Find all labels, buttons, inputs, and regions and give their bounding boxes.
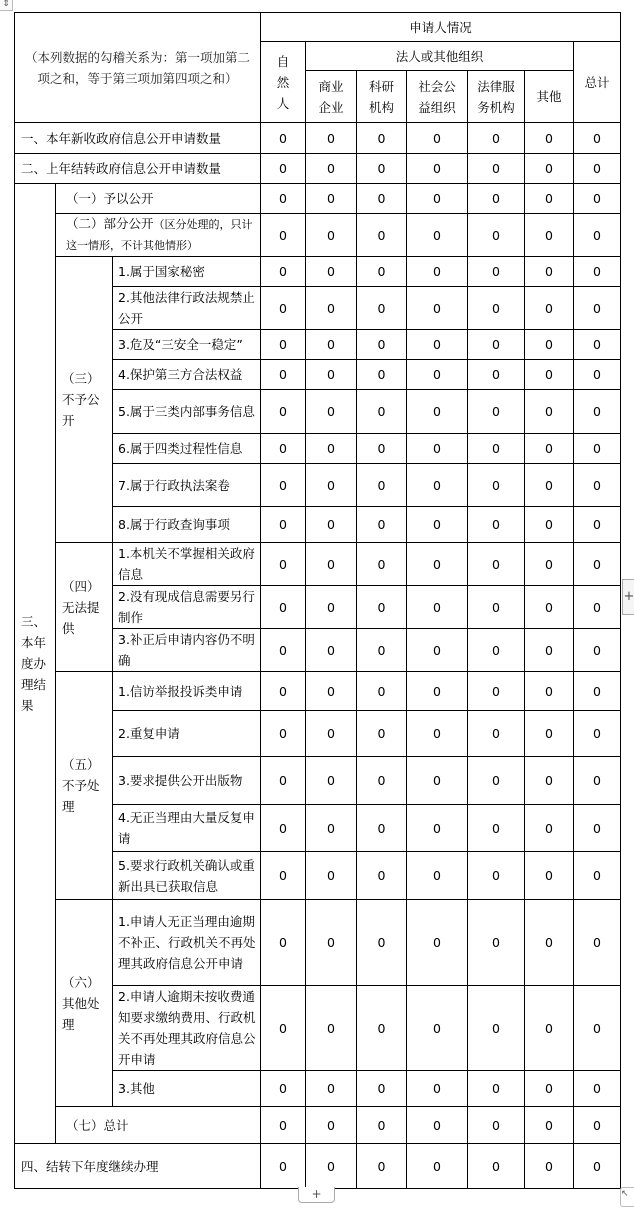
value-natural-person: 0 — [261, 123, 306, 154]
value-commercial: 0 — [306, 711, 357, 757]
item-label: 5.属于三类内部事务信息 — [113, 390, 261, 434]
value-public-welfare: 0 — [407, 507, 468, 543]
partial-open-label: （二）部分公开 — [66, 216, 154, 231]
value-legal-service: 0 — [468, 672, 525, 711]
value-commercial: 0 — [306, 360, 357, 390]
value-total: 0 — [574, 184, 621, 214]
value-other: 0 — [525, 390, 574, 434]
value-public-welfare: 0 — [407, 330, 468, 360]
value-total: 0 — [574, 214, 621, 257]
value-commercial: 0 — [306, 507, 357, 543]
value-public-welfare: 0 — [407, 805, 468, 852]
value-natural-person: 0 — [261, 900, 306, 986]
table-row — [15, 1107, 621, 1144]
value-legal-service: 0 — [468, 1107, 525, 1144]
value-research: 0 — [357, 1144, 407, 1189]
value-natural-person: 0 — [261, 852, 306, 900]
value-commercial: 0 — [306, 123, 357, 154]
value-natural-person: 0 — [261, 1144, 306, 1189]
value-commercial: 0 — [306, 214, 357, 257]
value-legal-service: 0 — [468, 1144, 525, 1189]
value-research: 0 — [357, 852, 407, 900]
value-legal-service: 0 — [468, 900, 525, 986]
value-public-welfare: 0 — [407, 543, 468, 586]
value-research: 0 — [357, 154, 407, 184]
value-total: 0 — [574, 986, 621, 1071]
value-total: 0 — [574, 257, 621, 287]
group-label-g4: （四）无法提供 — [56, 543, 113, 672]
value-total: 0 — [574, 711, 621, 757]
value-natural-person: 0 — [261, 805, 306, 852]
group-label-g6: （六）其他处理 — [56, 900, 113, 1107]
header-commercial: 商业企业 — [306, 71, 357, 123]
value-legal-service: 0 — [468, 586, 525, 629]
header-other: 其他 — [525, 71, 574, 123]
table-row — [15, 672, 621, 711]
value-total: 0 — [574, 757, 621, 805]
value-commercial: 0 — [306, 852, 357, 900]
value-natural-person: 0 — [261, 543, 306, 586]
item-label: 6.属于四类过程性信息 — [113, 434, 261, 464]
item-label: 2.没有现成信息需要另行制作 — [113, 586, 261, 629]
value-other: 0 — [525, 154, 574, 184]
value-total: 0 — [574, 464, 621, 507]
value-natural-person: 0 — [261, 330, 306, 360]
value-other: 0 — [525, 214, 574, 257]
item-label: 3.危及“三安全一稳定” — [113, 330, 261, 360]
value-other: 0 — [525, 543, 574, 586]
value-natural-person: 0 — [261, 986, 306, 1071]
value-commercial: 0 — [306, 586, 357, 629]
group-label-g3: （三）不予公开 — [56, 257, 113, 543]
value-research: 0 — [357, 507, 407, 543]
section3-label: 三、本年度办理结果 — [15, 184, 56, 1144]
value-natural-person: 0 — [261, 154, 306, 184]
value-other: 0 — [525, 711, 574, 757]
value-research: 0 — [357, 757, 407, 805]
table-row — [15, 214, 621, 257]
value-public-welfare: 0 — [407, 390, 468, 434]
group-label-g5: （五）不予处理 — [56, 672, 113, 900]
value-commercial: 0 — [306, 434, 357, 464]
item-label: 1.信访举报投诉类申请 — [113, 672, 261, 711]
item-label: 4.保护第三方合法权益 — [113, 360, 261, 390]
value-total: 0 — [574, 852, 621, 900]
value-total: 0 — [574, 586, 621, 629]
value-legal-service: 0 — [468, 711, 525, 757]
value-commercial: 0 — [306, 184, 357, 214]
item-label: 2.申请人逾期未按收费通知要求缴纳费用、行政机关不再处理其政府信息公开申请 — [113, 986, 261, 1071]
partial-open-note: （区分处理的，只计这一情形，不计其他情形） — [66, 218, 253, 252]
value-public-welfare: 0 — [407, 360, 468, 390]
value-legal-service: 0 — [468, 330, 525, 360]
value-commercial: 0 — [306, 629, 357, 672]
value-legal-service: 0 — [468, 1071, 525, 1107]
value-legal-service: 0 — [468, 287, 525, 330]
value-public-welfare: 0 — [407, 629, 468, 672]
value-natural-person: 0 — [261, 507, 306, 543]
value-commercial: 0 — [306, 464, 357, 507]
value-public-welfare: 0 — [407, 123, 468, 154]
table-row — [15, 184, 621, 214]
value-natural-person: 0 — [261, 214, 306, 257]
value-research: 0 — [357, 360, 407, 390]
header-applicant: 申请人情况 — [261, 13, 621, 42]
value-total: 0 — [574, 287, 621, 330]
item-label: 3.其他 — [113, 1071, 261, 1107]
value-research: 0 — [357, 805, 407, 852]
value-research: 0 — [357, 629, 407, 672]
value-public-welfare: 0 — [407, 986, 468, 1071]
resize-icon: ↖ — [621, 1189, 629, 1199]
value-other: 0 — [525, 757, 574, 805]
value-other: 0 — [525, 629, 574, 672]
item-label: 3.补正后申请内容仍不明确 — [113, 629, 261, 672]
value-public-welfare: 0 — [407, 586, 468, 629]
value-public-welfare: 0 — [407, 900, 468, 986]
value-legal-service: 0 — [468, 214, 525, 257]
value-total: 0 — [574, 390, 621, 434]
header-public-welfare: 社会公益组织 — [407, 71, 468, 123]
value-total: 0 — [574, 434, 621, 464]
row-label: 四、结转下年度继续办理 — [15, 1144, 261, 1189]
row-label: （七）总计 — [56, 1107, 261, 1144]
item-label: 5.要求行政机关确认或重新出具已获取信息 — [113, 852, 261, 900]
row-label: 二、上年结转政府信息公开申请数量 — [15, 154, 261, 184]
value-legal-service: 0 — [468, 360, 525, 390]
item-label: 4.无正当理由大量反复申请 — [113, 805, 261, 852]
item-label: 2.重复申请 — [113, 711, 261, 757]
value-other: 0 — [525, 360, 574, 390]
header-legal-org: 法人或其他组织 — [306, 42, 574, 71]
item-label: 1.属于国家秘密 — [113, 257, 261, 287]
value-public-welfare: 0 — [407, 287, 468, 330]
value-natural-person: 0 — [261, 1107, 306, 1144]
value-legal-service: 0 — [468, 805, 525, 852]
item-label: 8.属于行政查询事项 — [113, 507, 261, 543]
value-total: 0 — [574, 330, 621, 360]
value-legal-service: 0 — [468, 257, 525, 287]
value-total: 0 — [574, 154, 621, 184]
value-research: 0 — [357, 586, 407, 629]
value-commercial: 0 — [306, 986, 357, 1071]
row-label: （一）予以公开 — [56, 184, 261, 214]
value-other: 0 — [525, 986, 574, 1071]
value-natural-person: 0 — [261, 1071, 306, 1107]
value-research: 0 — [357, 900, 407, 986]
table-move-handle[interactable] — [0, 0, 13, 11]
value-natural-person: 0 — [261, 390, 306, 434]
value-natural-person: 0 — [261, 360, 306, 390]
value-legal-service: 0 — [468, 390, 525, 434]
value-natural-person: 0 — [261, 257, 306, 287]
value-other: 0 — [525, 805, 574, 852]
item-label: 1.本机关不掌握相关政府信息 — [113, 543, 261, 586]
header-natural-person: 自然人 — [261, 42, 306, 123]
value-natural-person: 0 — [261, 184, 306, 214]
table-resize-handle[interactable] — [620, 1187, 634, 1207]
item-label: 3.要求提供公开出版物 — [113, 757, 261, 805]
value-commercial: 0 — [306, 900, 357, 986]
value-research: 0 — [357, 330, 407, 360]
value-research: 0 — [357, 464, 407, 507]
table-row — [15, 257, 621, 287]
value-research: 0 — [357, 434, 407, 464]
value-commercial: 0 — [306, 1107, 357, 1144]
value-other: 0 — [525, 1071, 574, 1107]
value-research: 0 — [357, 214, 407, 257]
value-total: 0 — [574, 1071, 621, 1107]
table-row — [15, 123, 621, 154]
value-total: 0 — [574, 805, 621, 852]
value-public-welfare: 0 — [407, 1144, 468, 1189]
value-total: 0 — [574, 543, 621, 586]
value-commercial: 0 — [306, 330, 357, 360]
value-total: 0 — [574, 629, 621, 672]
value-commercial: 0 — [306, 543, 357, 586]
table-row — [15, 900, 621, 986]
value-commercial: 0 — [306, 287, 357, 330]
header-note-cell — [15, 13, 261, 123]
value-public-welfare: 0 — [407, 1071, 468, 1107]
value-other: 0 — [525, 434, 574, 464]
value-other: 0 — [525, 672, 574, 711]
value-public-welfare: 0 — [407, 711, 468, 757]
value-commercial: 0 — [306, 257, 357, 287]
value-other: 0 — [525, 464, 574, 507]
item-label: 2.其他法律行政法规禁止公开 — [113, 287, 261, 330]
value-research: 0 — [357, 672, 407, 711]
value-natural-person: 0 — [261, 464, 306, 507]
value-natural-person: 0 — [261, 672, 306, 711]
government-info-disclosure-table — [14, 12, 621, 1189]
value-commercial: 0 — [306, 390, 357, 434]
value-total: 0 — [574, 507, 621, 543]
value-total: 0 — [574, 1107, 621, 1144]
value-research: 0 — [357, 123, 407, 154]
value-natural-person: 0 — [261, 629, 306, 672]
value-other: 0 — [525, 287, 574, 330]
table-row — [15, 543, 621, 586]
value-legal-service: 0 — [468, 852, 525, 900]
value-legal-service: 0 — [468, 629, 525, 672]
header-total: 总计 — [574, 42, 621, 123]
value-natural-person: 0 — [261, 434, 306, 464]
value-natural-person: 0 — [261, 586, 306, 629]
value-public-welfare: 0 — [407, 257, 468, 287]
value-natural-person: 0 — [261, 287, 306, 330]
value-other: 0 — [525, 123, 574, 154]
table-row — [15, 1144, 621, 1189]
value-public-welfare: 0 — [407, 1107, 468, 1144]
value-research: 0 — [357, 184, 407, 214]
value-legal-service: 0 — [468, 434, 525, 464]
value-public-welfare: 0 — [407, 184, 468, 214]
value-research: 0 — [357, 543, 407, 586]
value-public-welfare: 0 — [407, 434, 468, 464]
table-row — [15, 154, 621, 184]
value-research: 0 — [357, 390, 407, 434]
value-other: 0 — [525, 507, 574, 543]
value-other: 0 — [525, 900, 574, 986]
value-total: 0 — [574, 900, 621, 986]
value-research: 0 — [357, 1107, 407, 1144]
value-commercial: 0 — [306, 805, 357, 852]
header-note: （本列数据的勾稽关系为：第一项加第二项之和，等于第三项加第四项之和） — [24, 49, 250, 86]
value-public-welfare: 0 — [407, 154, 468, 184]
value-commercial: 0 — [306, 1071, 357, 1107]
value-legal-service: 0 — [468, 123, 525, 154]
value-commercial: 0 — [306, 1144, 357, 1189]
value-legal-service: 0 — [468, 543, 525, 586]
value-other: 0 — [525, 852, 574, 900]
value-public-welfare: 0 — [407, 464, 468, 507]
value-commercial: 0 — [306, 672, 357, 711]
value-legal-service: 0 — [468, 464, 525, 507]
value-public-welfare: 0 — [407, 214, 468, 257]
value-other: 0 — [525, 257, 574, 287]
add-row-button[interactable]: + — [298, 1187, 335, 1203]
value-total: 0 — [574, 360, 621, 390]
value-public-welfare: 0 — [407, 757, 468, 805]
value-legal-service: 0 — [468, 986, 525, 1071]
value-natural-person: 0 — [261, 711, 306, 757]
item-label: 7.属于行政执法案卷 — [113, 464, 261, 507]
header-legal-service: 法律服务机构 — [468, 71, 525, 123]
value-public-welfare: 0 — [407, 852, 468, 900]
item-label: 1.申请人无正当理由逾期不补正、行政机关不再处理其政府信息公开申请 — [113, 900, 261, 986]
value-total: 0 — [574, 1144, 621, 1189]
value-research: 0 — [357, 287, 407, 330]
value-research: 0 — [357, 986, 407, 1071]
value-other: 0 — [525, 1144, 574, 1189]
row-label: 一、本年新收政府信息公开申请数量 — [15, 123, 261, 154]
value-natural-person: 0 — [261, 757, 306, 805]
value-commercial: 0 — [306, 154, 357, 184]
value-public-welfare: 0 — [407, 672, 468, 711]
value-research: 0 — [357, 1071, 407, 1107]
value-other: 0 — [525, 1107, 574, 1144]
header-research: 科研机构 — [357, 71, 407, 123]
value-research: 0 — [357, 257, 407, 287]
value-legal-service: 0 — [468, 184, 525, 214]
value-total: 0 — [574, 123, 621, 154]
move-icon: ⇕ — [2, 0, 10, 9]
value-other: 0 — [525, 330, 574, 360]
value-research: 0 — [357, 711, 407, 757]
row-label-partial — [56, 214, 261, 257]
value-total: 0 — [574, 672, 621, 711]
add-column-button[interactable]: + — [622, 579, 634, 615]
value-legal-service: 0 — [468, 507, 525, 543]
value-other: 0 — [525, 586, 574, 629]
value-other: 0 — [525, 184, 574, 214]
value-commercial: 0 — [306, 757, 357, 805]
value-legal-service: 0 — [468, 154, 525, 184]
value-legal-service: 0 — [468, 757, 525, 805]
